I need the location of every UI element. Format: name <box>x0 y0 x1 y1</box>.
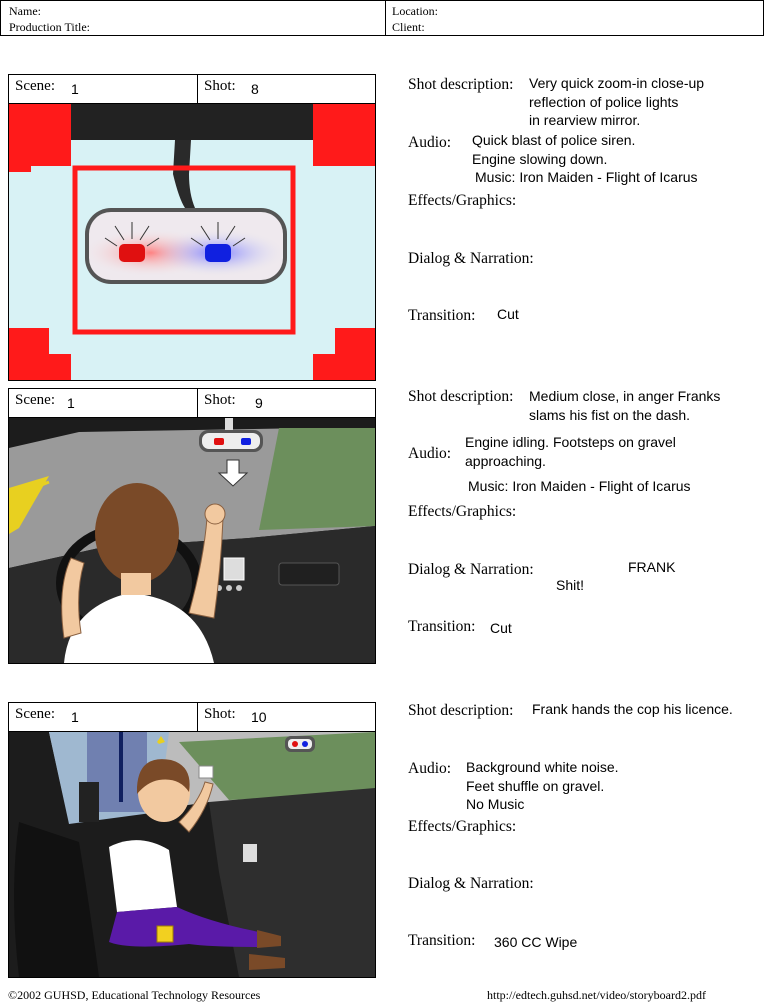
audio-text: Engine idling. Footsteps on gravel approaching. Music: Iron Maiden - Flight of Icarus <box>465 434 691 494</box>
scene-label: Scene: <box>15 706 55 722</box>
dialog-line: Shit! <box>556 577 585 593</box>
scene-label: Scene: <box>15 78 55 94</box>
transition-text: Cut <box>497 306 519 322</box>
header-form <box>0 0 764 36</box>
location-label: Location: <box>392 4 438 18</box>
footer-copyright: ©2002 GUHSD, Educational Technology Resources <box>8 988 261 1002</box>
shot-label: Shot: <box>204 706 236 722</box>
effects-label: Effects/Graphics: <box>408 192 517 209</box>
scene-number: 1 <box>67 395 75 411</box>
shot-description-text: Frank hands the cop his licence. <box>532 701 733 717</box>
name-label: Name: <box>9 4 41 18</box>
licence-handoff-illustration <box>9 732 375 977</box>
shot-number: 9 <box>255 395 263 411</box>
audio-text: Background white noise. Feet shuffle on gravel. No Music <box>466 759 619 812</box>
transition-label: Transition: <box>408 618 476 635</box>
frame-header <box>9 703 375 732</box>
dialog-label: Dialog & Narration: <box>408 561 534 578</box>
storyboard-frame-2 <box>8 388 376 664</box>
storyboard-frame-1 <box>8 74 376 381</box>
storyboard-frame-3 <box>8 702 376 978</box>
mirror-illustration <box>9 104 375 380</box>
shot-number: 10 <box>251 709 267 725</box>
production-title-label: Production Title: <box>9 20 91 34</box>
shot-description-label: Shot description: <box>408 388 514 405</box>
dialog-label: Dialog & Narration: <box>408 875 534 892</box>
header-right <box>386 1 763 35</box>
dialog-character: FRANK <box>628 559 676 575</box>
footer-url[interactable]: http://edtech.guhsd.net/video/storyboard2.pdf <box>487 988 706 1002</box>
audio-label: Audio: <box>408 760 452 777</box>
scene-number: 1 <box>71 709 79 725</box>
dashboard-fist-illustration <box>9 418 375 663</box>
transition-text: 360 CC Wipe <box>494 934 578 950</box>
shot-description-label: Shot description: <box>408 76 514 93</box>
shot-number: 8 <box>251 81 259 97</box>
client-label: Client: <box>392 20 425 34</box>
frame-header <box>9 75 375 104</box>
audio-label: Audio: <box>408 134 452 151</box>
dialog-label: Dialog & Narration: <box>408 250 534 267</box>
frame-header <box>9 389 375 418</box>
scene-number: 1 <box>71 81 79 97</box>
shot-description-label: Shot description: <box>408 702 514 719</box>
transition-label: Transition: <box>408 932 476 949</box>
shot-label: Shot: <box>204 392 236 408</box>
shot-label: Shot: <box>204 78 236 94</box>
effects-label: Effects/Graphics: <box>408 503 517 520</box>
shot-description-text: Medium close, in anger Franks slams his fist on the dash. <box>529 388 721 423</box>
transition-label: Transition: <box>408 307 476 324</box>
effects-label: Effects/Graphics: <box>408 818 517 835</box>
audio-text: Quick blast of police siren. Engine slowing down. Music: Iron Maiden - Flight of Icarus <box>472 132 698 185</box>
audio-label: Audio: <box>408 445 452 462</box>
shot-description-text: Very quick zoom-in close-up reflection of police lights in rearview mirror. <box>529 75 705 128</box>
header-left <box>1 1 386 35</box>
scene-label: Scene: <box>15 392 55 408</box>
transition-text: Cut <box>490 620 512 636</box>
